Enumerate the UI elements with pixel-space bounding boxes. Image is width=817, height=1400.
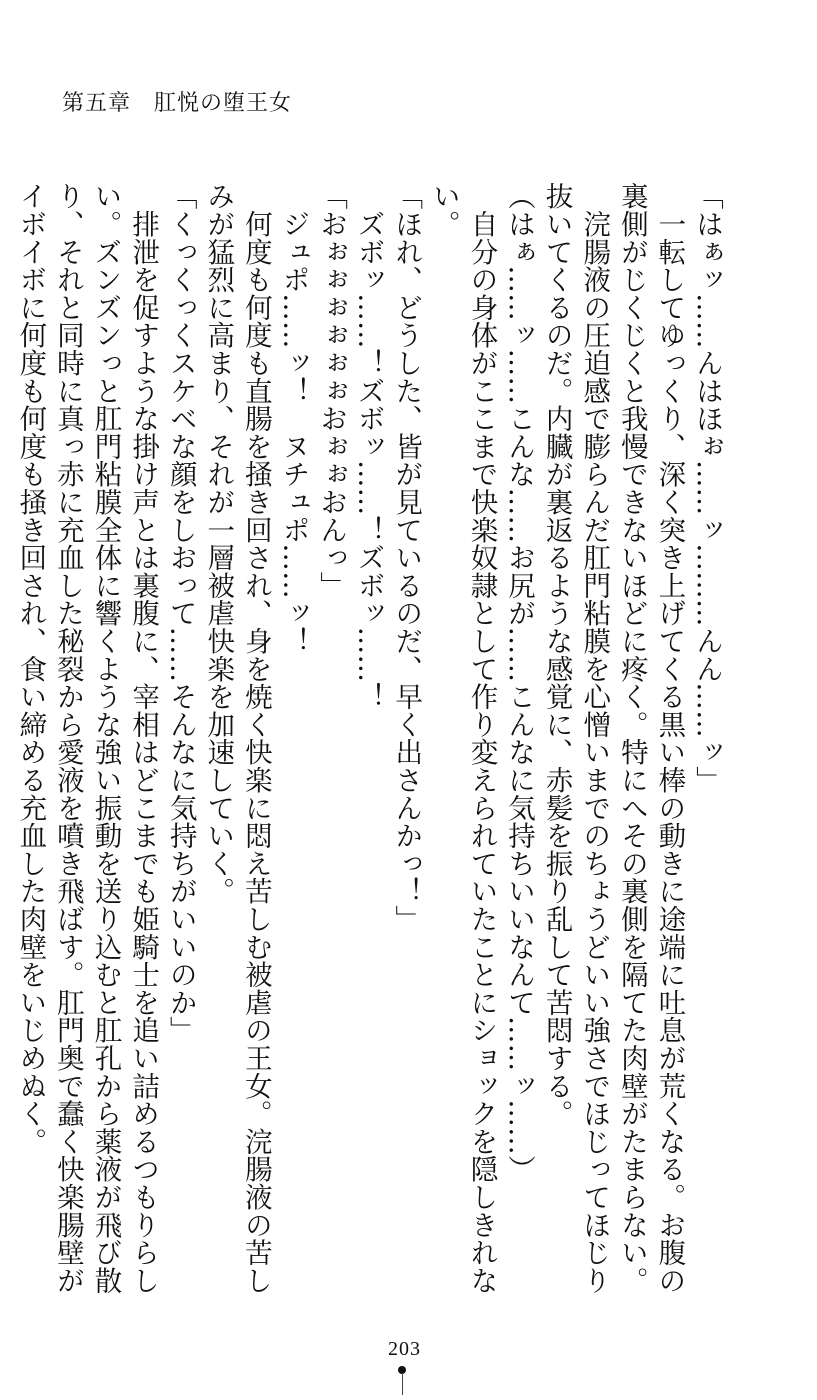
text-line: り、それと同時に真っ赤に充血した秘裂から愛液を噴き飛ばす。肛門奥で蠢く快楽腸壁が [51,182,84,1294]
chapter-title: 第五章 肛悦の堕王女 [62,91,293,116]
text-line: 裏側がじくじくと我慢できないほどに疼く。特にへその裏側を隔てた肉壁がたまらない。 [615,182,648,1294]
page-number: 203 [388,1338,421,1360]
text-line: ジュポ……ッ！ ヌチュポ……ッ！ [277,182,310,655]
text-line: 排泄を促すような掛け声とは裏腹に、宰相はどこまでも姫騎士を追い詰めるつもりらし [127,182,160,1294]
text-line: 自分の身体がここまで快楽奴隷として作り変えられていたことにショックを隠しきれな [465,182,498,1294]
text-line: 何度も何度も直腸を掻き回され、身を焼く快楽に悶え苦しむ被虐の王女。浣腸液の苦し [239,182,272,1294]
page-marker-stem [402,1373,403,1395]
text-line: 一転してゆっくり、深く突き上げてくる黒い棒の動きに途端に吐息が荒くなる。お腹の [653,182,686,1294]
text-line: 「くっくっくスケベな顔をしおって……そんなに気持ちがいいのか」 [164,182,197,1044]
text-line: （はぁ……ッ……こんな……お尻が……こんなに気持ちいいなんて……ッ……） [503,182,536,1183]
text-line: みが猛烈に高まり、それが一層被虐快楽を加速していく。 [202,182,235,905]
text-line: イボイボに何度も何度も掻き回され、食い締める充血した肉壁をいじめぬく。 [14,182,47,1155]
text-line: い。 [427,182,460,238]
text-line: い。ズンズンっと肛門粘膜全体に響くような強い振動を送り込むと肛孔から薬液が飛び散 [89,182,122,1294]
text-line: 「おぉぉぉぉぉぉおぉぉおんっ」 [315,182,348,599]
text-line: 「はぁッ……んはほぉ……ッ………んん……ッ」 [691,182,723,794]
text-line: ズボッ……！ズボッ……！ズボッ……！ [352,182,385,711]
vertical-body-text [11,182,725,1294]
text-line: 「ほれ、どうした、皆が見ているのだ、早く出さんかっ！」 [390,182,423,933]
text-line: 浣腸液の圧迫感で膨らんだ肛門粘膜を心憎いまでのちょうどいい強さでほじってほじり [578,182,611,1294]
text-line: 抜いてくるのだ。内臓が裏返るような感覚に、赤髪を振り乱して苦悶する。 [540,182,573,1128]
page-marker-icon [398,1366,406,1396]
